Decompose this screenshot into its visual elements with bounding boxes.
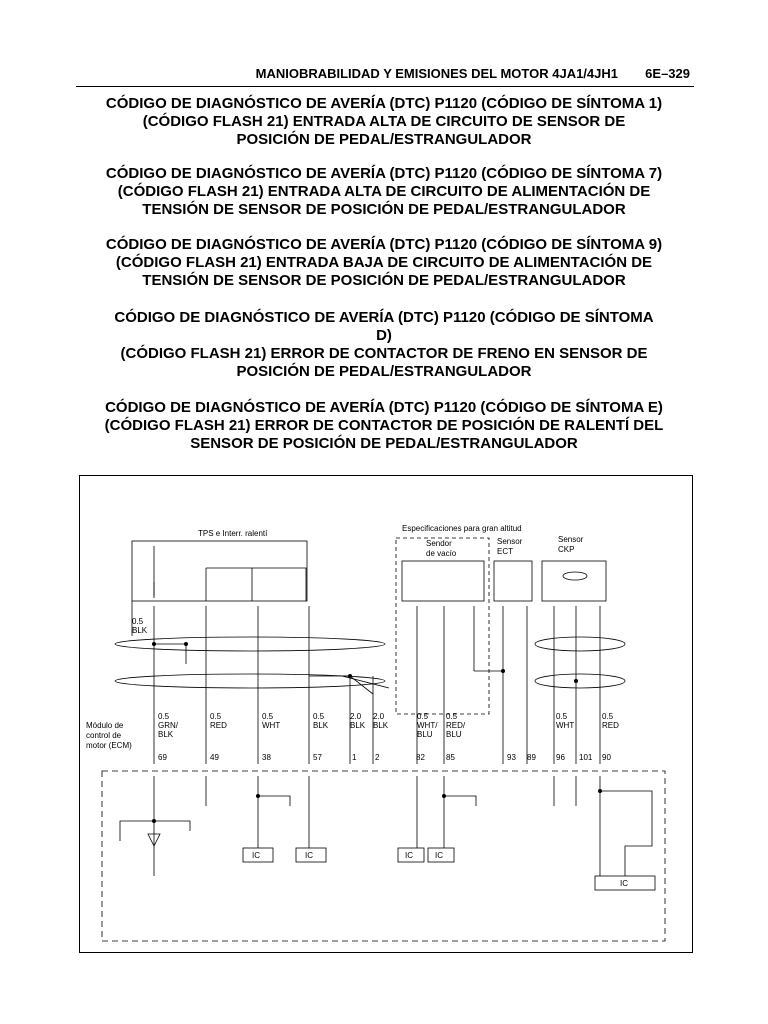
pin-number: 93 — [507, 753, 516, 762]
ic-label: IC — [435, 851, 443, 860]
ic-label: IC — [252, 851, 260, 860]
wire-size: 0.5 — [210, 712, 222, 721]
wire-size: 0.5 — [313, 712, 325, 721]
pin-number: 96 — [556, 753, 565, 762]
heading-line: CÓDIGO DE DIAGNÓSTICO DE AVERÍA (DTC) P1120 (CÓDIGO DE SÍNTOMA 1) — [105, 95, 663, 112]
wire-color: GRN/ — [158, 721, 178, 730]
heading-line: (CÓDIGO FLASH 21) ENTRADA BAJA DE CIRCUITO DE ALIMENTACIÓN DE — [115, 254, 653, 271]
wire-size: 0.5 — [446, 712, 458, 721]
pin-number: 57 — [313, 753, 322, 762]
dtc-heading-5 — [70, 399, 698, 453]
vacuum-sensor-label: de vacío — [426, 549, 457, 558]
heading-line: (CÓDIGO FLASH 21) ERROR DE CONTACTOR DE FRENO EN SENSOR DE — [120, 345, 648, 362]
ckp-sensor-label: CKP — [558, 545, 575, 554]
wire-size: 0.5 — [262, 712, 274, 721]
heading-line: TENSIÓN DE SENSOR DE POSICIÓN DE PEDAL/ESTRANGULADOR — [142, 272, 626, 289]
header-title: MANIOBRABILIDAD Y EMISIONES DEL MOTOR 4JA1/4JH1 — [255, 66, 618, 81]
heading-line: POSICIÓN DE PEDAL/ESTRANGULADOR — [236, 131, 532, 148]
wire-size: 2.0 — [350, 712, 362, 721]
wire-size: 0.5 — [556, 712, 568, 721]
wiring-diagram-frame — [79, 475, 693, 953]
dtc-heading-4 — [70, 309, 698, 381]
wire-size: 2.0 — [373, 712, 385, 721]
shield-wire-size: 0.5 — [132, 617, 144, 626]
tps-label: TPS e Interr. ralentí — [198, 529, 268, 538]
ecm-label: motor (ECM) — [86, 741, 132, 750]
dtc-heading-2 — [70, 165, 698, 219]
ecm-label: control de — [86, 731, 122, 740]
altitude-label: Especificaciones para gran altitud — [402, 524, 522, 533]
wire-size: 0.5 — [158, 712, 170, 721]
wire-color: WHT — [262, 721, 281, 730]
pin-number: 38 — [262, 753, 271, 762]
vacuum-sensor-label: Sendor — [426, 539, 452, 548]
wire-color: BLK — [158, 730, 174, 739]
heading-line: (CÓDIGO FLASH 21) ENTRADA ALTA DE CIRCUITO DE SENSOR DE — [142, 113, 626, 130]
ect-sensor-label: Sensor — [497, 537, 523, 546]
pin-number: 101 — [579, 753, 593, 762]
heading-line: CÓDIGO DE DIAGNÓSTICO DE AVERÍA (DTC) P1120 (CÓDIGO DE SÍNTOMA 7) — [105, 165, 663, 182]
wire-color: BLU — [417, 730, 433, 739]
pin-number: 49 — [210, 753, 219, 762]
pin-number: 89 — [527, 753, 536, 762]
heading-line: CÓDIGO DE DIAGNÓSTICO DE AVERÍA (DTC) P1120 (CÓDIGO DE SÍNTOMA 9) — [105, 236, 663, 253]
ic-label: IC — [620, 879, 628, 888]
heading-line: SENSOR DE POSICIÓN DE PEDAL/ESTRANGULADOR — [190, 435, 578, 452]
wire-color: RED/ — [446, 721, 466, 730]
wire-color: BLK — [313, 721, 329, 730]
heading-line: CÓDIGO DE DIAGNÓSTICO DE AVERÍA (DTC) P1120 (CÓDIGO DE SÍNTOMA E) — [105, 399, 663, 416]
heading-line: POSICIÓN DE PEDAL/ESTRANGULADOR — [236, 363, 532, 380]
heading-line: TENSIÓN DE SENSOR DE POSICIÓN DE PEDAL/ESTRANGULADOR — [142, 201, 626, 218]
heading-line: D) — [376, 327, 392, 344]
page-header — [76, 64, 694, 87]
ic-label: IC — [405, 851, 413, 860]
pin-number: 2 — [375, 753, 380, 762]
heading-line: (CÓDIGO FLASH 21) ENTRADA ALTA DE CIRCUITO DE ALIMENTACIÓN DE — [117, 183, 651, 200]
pin-number: 69 — [158, 753, 167, 762]
wire-size: 0.5 — [417, 712, 429, 721]
wire-color: RED — [602, 721, 619, 730]
dtc-heading-3 — [70, 236, 698, 290]
wire-color: WHT — [556, 721, 575, 730]
shield-wire-color: BLK — [132, 626, 148, 635]
ect-sensor-label: ECT — [497, 547, 513, 556]
ckp-sensor-label: Sensor — [558, 535, 584, 544]
heading-line: CÓDIGO DE DIAGNÓSTICO DE AVERÍA (DTC) P1120 (CÓDIGO DE SÍNTOMA — [114, 309, 654, 326]
dtc-heading-1 — [70, 95, 698, 149]
wire-size: 0.5 — [602, 712, 614, 721]
pin-number: 90 — [602, 753, 611, 762]
wire-color: WHT/ — [417, 721, 438, 730]
wire-color: RED — [210, 721, 227, 730]
pin-number: 1 — [352, 753, 357, 762]
page-number: 6E–329 — [645, 66, 690, 81]
ecm-label: Módulo de — [86, 721, 124, 730]
heading-line: (CÓDIGO FLASH 21) ERROR DE CONTACTOR DE POSICIÓN DE RALENTÍ DEL — [104, 417, 664, 434]
wire-color: BLK — [350, 721, 366, 730]
wire-color: BLU — [446, 730, 462, 739]
pin-number: 85 — [446, 753, 455, 762]
wire-color: BLK — [373, 721, 389, 730]
ic-label: IC — [305, 851, 313, 860]
pin-number: 82 — [416, 753, 425, 762]
wiring-diagram — [80, 476, 692, 952]
